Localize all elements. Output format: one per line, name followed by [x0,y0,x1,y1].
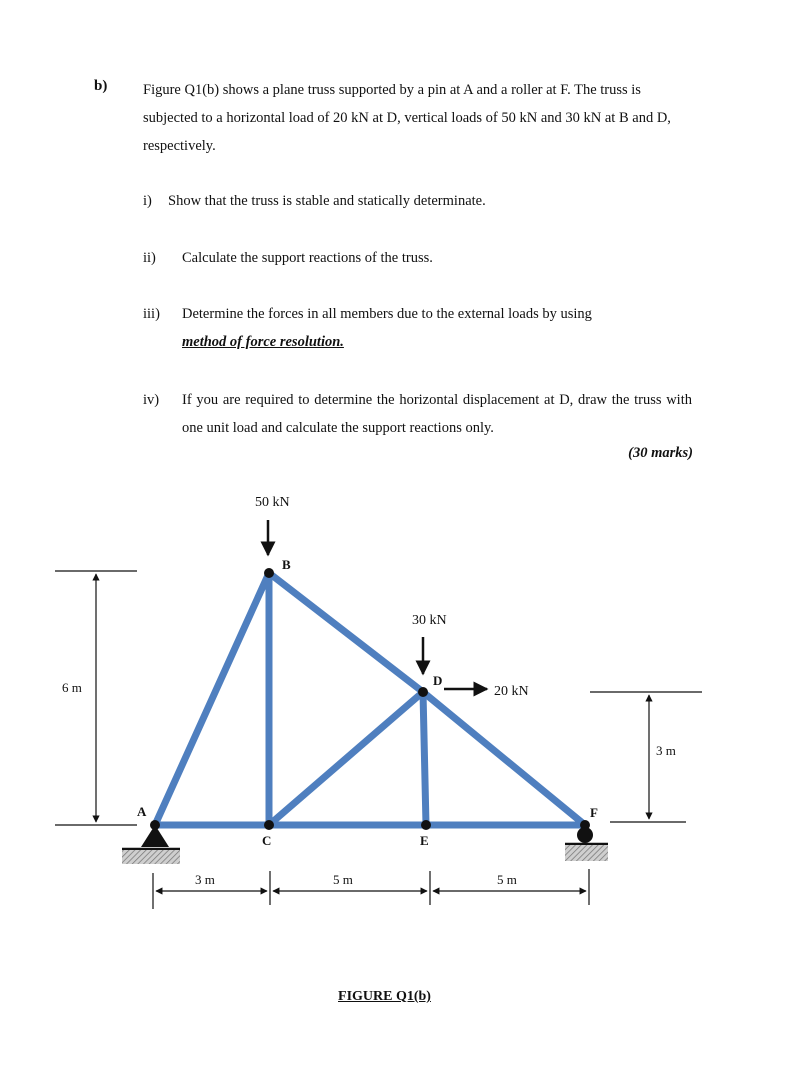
node-label-F: F [590,805,598,820]
member-DE [423,692,426,825]
part-text-main: Determine the forces in all members due to the external loads by using [182,306,592,322]
part-text: If you are required to determine the horizontal displacement at D, draw the truss with one unit load and calculate the support reactions only. [182,392,692,436]
node-label-B: B [282,557,291,572]
dimension-label-CE: 5 m [333,872,353,887]
node-label-E: E [420,833,429,848]
part-emphasis: method of force resolution. [182,334,344,350]
load-label-20kN: 20 kN [494,684,529,699]
part-text: Show that the truss is stable and statically determinate. [168,193,486,209]
member-DF [423,692,585,825]
truss-members [155,573,585,825]
load-20kN [444,684,529,699]
roller-support-F [565,827,608,861]
question-intro: Figure Q1(b) shows a plane truss supported by a pin at A and a roller at F. The truss is subjected to a horizontal load of 20 kN at D, vertical loads of 50 kN and 30 kN at B and D, respectively. [143,82,671,154]
member-CD [269,692,423,825]
member-AB [155,573,269,825]
load-50kN [255,495,290,555]
joint-D [418,687,428,697]
joint-E [421,820,431,830]
part-number: iii) [143,306,160,322]
part-text: Calculate the support reactions of the truss. [182,250,433,266]
node-label-C: C [262,833,272,848]
figure-caption-text: FIGURE Q1(b) [338,989,431,1004]
dimension-label-3m-height: 3 m [656,743,676,758]
dimension-label-6m: 6 m [62,680,82,695]
part-text [182,300,692,356]
load-label-30kN: 30 kN [412,613,447,628]
node-label-A: A [137,804,147,819]
marks: (30 marks) [628,445,693,461]
question-label: b) [94,78,108,94]
figure-caption [0,989,789,1005]
dimension-3m-height [590,692,702,822]
node-label-D: D [433,673,443,688]
load-label-50kN: 50 kN [255,495,290,510]
part-number: iv) [143,392,160,408]
dimension-label-AC: 3 m [195,872,215,887]
joint-B [264,568,274,578]
dimension-label-EF: 5 m [497,872,517,887]
truss-figure [0,470,789,980]
member-BD [269,573,423,692]
part-number: ii) [143,250,156,266]
part-number: i) [143,193,152,209]
dimension-horizontal [153,869,589,909]
load-30kN [412,613,447,674]
joint-C [264,820,274,830]
pin-support-A [122,825,180,864]
dimension-6m [55,571,137,825]
